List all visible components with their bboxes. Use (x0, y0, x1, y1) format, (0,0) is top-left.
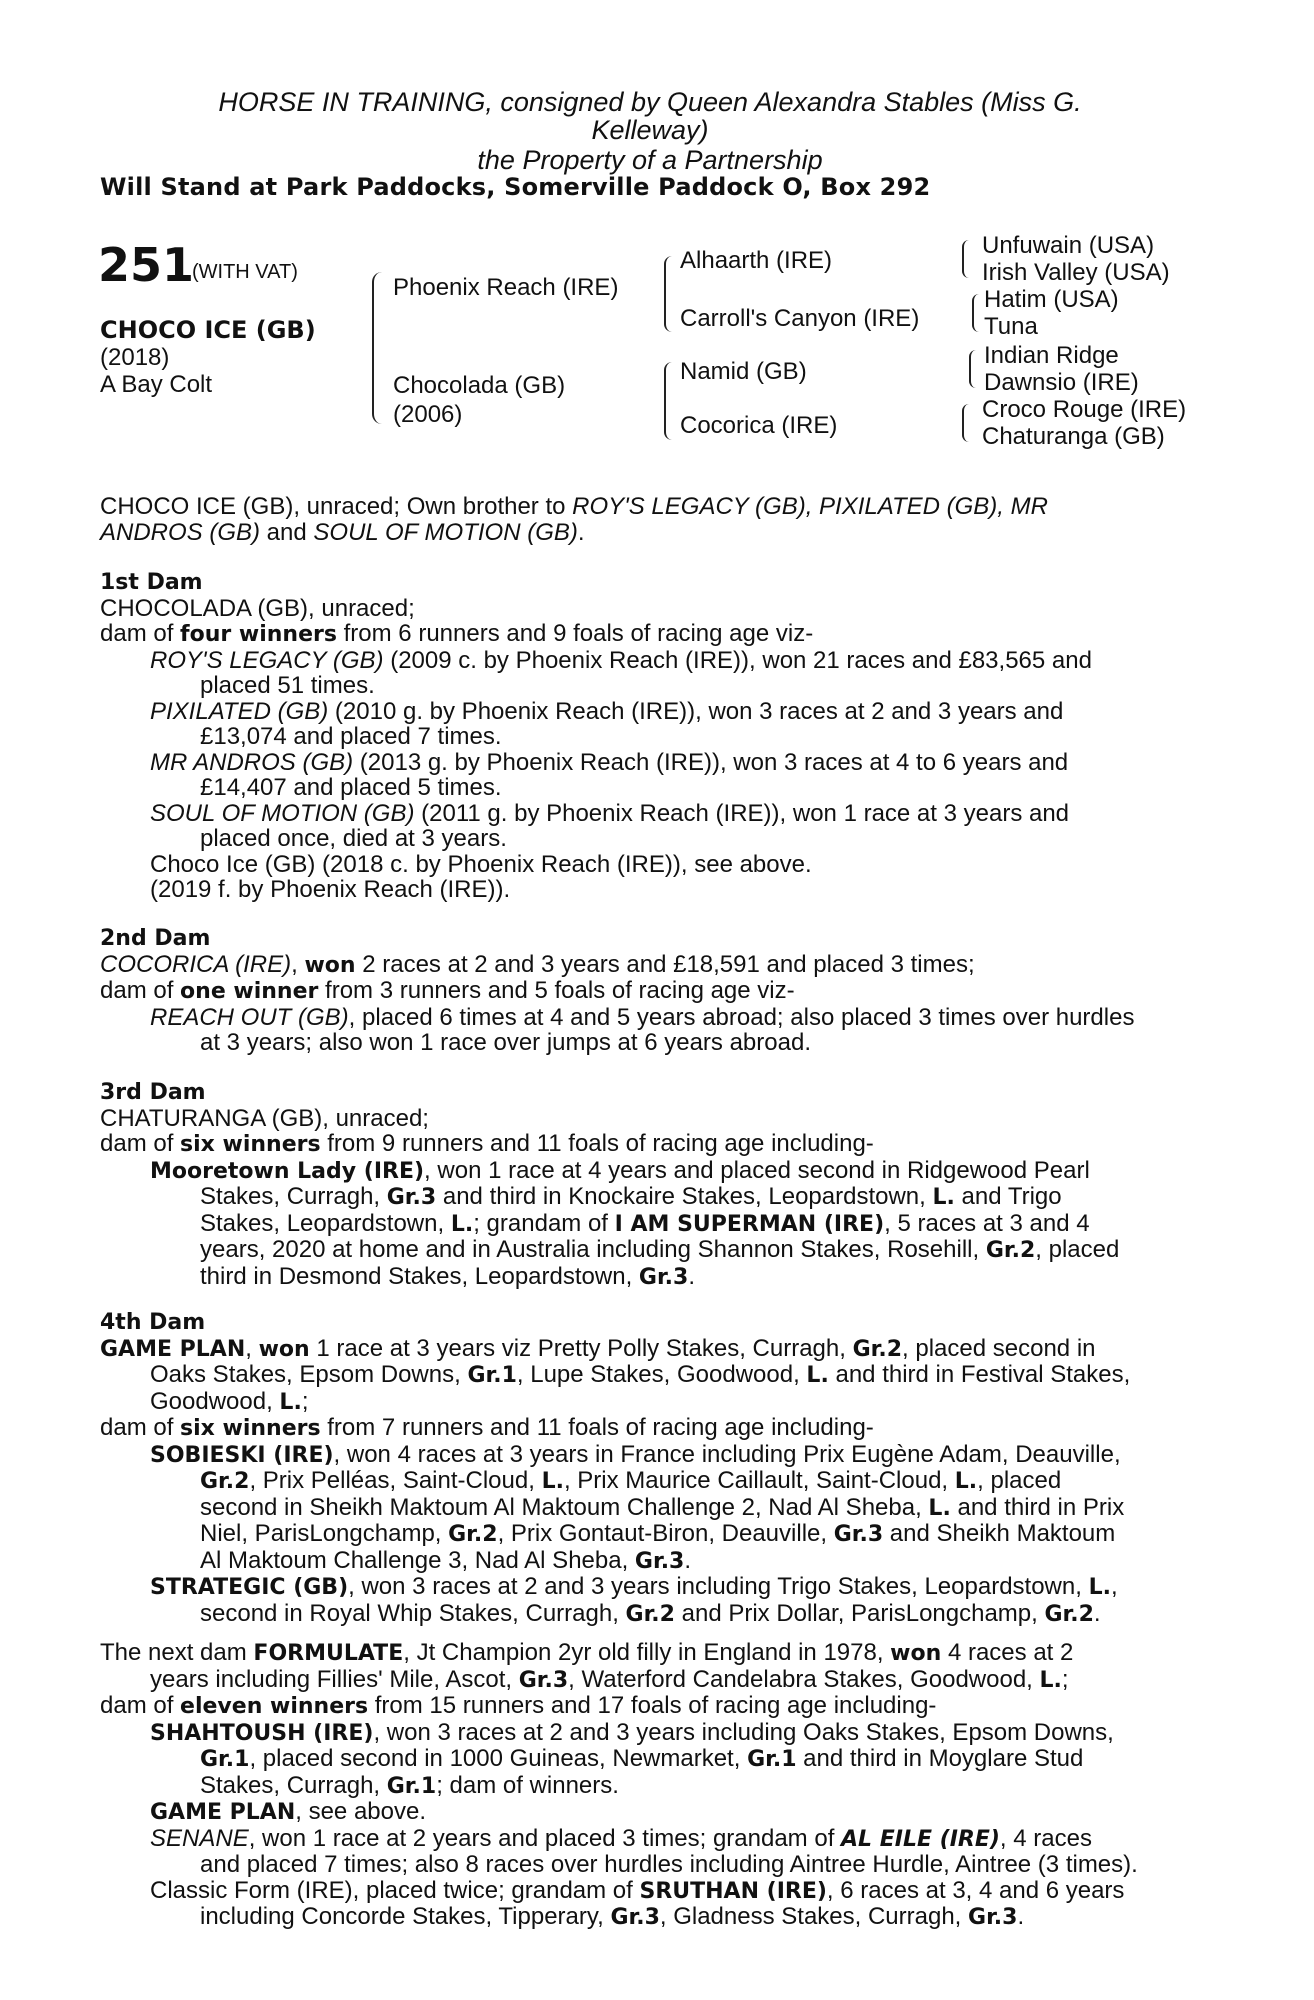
text-line (100, 1773, 1212, 1800)
pedigree-g3: Irish Valley (USA) (982, 259, 1170, 286)
next-dam-section (100, 1640, 1212, 1931)
text-segment: FORMULATE (253, 1641, 404, 1666)
text-segment: dam of (100, 1130, 181, 1157)
pedigree-g3: Croco Rouge (IRE) (982, 396, 1187, 423)
text-segment: , Prix Gontaut-Biron, Deauville, (497, 1520, 834, 1547)
text-line (100, 1548, 1212, 1575)
text-segment: and third in Festival Stakes, (828, 1361, 1131, 1388)
text-segment: , 5 races at 3 and 4 (884, 1209, 1090, 1237)
pedigree-g3: Unfuwain (USA) (982, 232, 1155, 259)
text-segment: one winner (180, 979, 319, 1004)
text-line (100, 621, 1212, 648)
text-segment: GAME PLAN (100, 1336, 246, 1362)
text-segment: including Concorde Stakes, Tipperary, (200, 1903, 611, 1930)
text-line (100, 1746, 1212, 1773)
horse-description: A Bay Colt (100, 371, 213, 398)
text-segment: Gr.2 (200, 1469, 250, 1494)
text-segment: , see above. (295, 1798, 427, 1825)
text-segment: won (304, 952, 356, 978)
text-segment: . (684, 1546, 692, 1574)
intro-paragraph (100, 494, 1212, 545)
consignor-line: HORSE IN TRAINING, consigned by Queen Alexandra Stables (Miss G. (218, 87, 1082, 117)
pedigree-brace (972, 294, 979, 332)
text-segment: Gr.3 (518, 1667, 569, 1693)
text-segment: from 9 runners and 11 foals of racing age including- (320, 1130, 874, 1157)
text-segment: , placed 6 times at 4 and 5 years abroad; also placed 3 times over hurdles (348, 1003, 1135, 1031)
text-line (100, 1442, 1212, 1469)
text-segment: placed 51 times. (200, 672, 375, 699)
text-segment: and Trigo (954, 1183, 1062, 1210)
text-segment: (2013 g. by Phoenix Reach (IRE)), won 3 races at 4 to 6 years and (353, 748, 1069, 776)
text-segment: Gr.1 (386, 1773, 437, 1799)
text-segment: £14,407 and placed 5 times. (200, 774, 502, 801)
text-segment: , won 3 races at 2 and 3 years including Trigo Stakes, Leopardstown, (348, 1573, 1089, 1600)
pedigree-brace (969, 350, 976, 388)
text-segment: years, 2020 at home and in Australia including Shannon Stakes, Rosehill, (200, 1236, 986, 1263)
second-dam-section (100, 926, 1212, 1056)
text-segment: , won 1 race at 4 years and placed second in Ridgewood Pearl (424, 1156, 1090, 1184)
text-segment: ROY'S LEGACY (GB) (150, 646, 384, 674)
text-segment: STRATEGIC (GB) (150, 1575, 349, 1600)
text-line (100, 1693, 1212, 1720)
text-segment: , Lupe Stakes, Goodwood, (516, 1361, 807, 1388)
text-segment: SHAHTOUSH (IRE) (150, 1720, 374, 1746)
text-line (100, 1495, 1212, 1522)
text-line (100, 1415, 1212, 1442)
text-segment: , Prix Pelléas, Saint-Cloud, (249, 1467, 542, 1494)
fourth-dam-section (100, 1310, 1212, 1627)
text-segment: Gr.1 (747, 1747, 797, 1772)
text-segment: MR ANDROS (GB) (150, 748, 354, 776)
text-segment: The next dam (100, 1639, 254, 1666)
text-segment: from 7 runners and 11 foals of racing age including- (320, 1414, 874, 1441)
text-segment: , (245, 1334, 259, 1362)
text-segment: ; (1061, 1665, 1069, 1693)
text-segment: , Waterford Candelabra Stakes, Goodwood, (568, 1665, 1040, 1693)
text-segment: 2 races at 2 and 3 years and £18,591 and placed 3 times; (355, 950, 975, 978)
text-segment: and placed 7 times; also 8 races over hurdles including Aintree Hurdle, Aintree (3 times). (200, 1851, 1138, 1878)
text-segment: Gr.2 (985, 1238, 1036, 1263)
section-heading: 4th Dam (100, 1310, 206, 1335)
text-segment: won (890, 1641, 942, 1666)
text-segment: Stakes, Leopardstown, (200, 1209, 451, 1237)
first-dam-section (100, 570, 1212, 903)
text-segment: , won 1 race at 2 years and placed 3 times; grandam of (248, 1824, 842, 1852)
text-segment: , 4 races (999, 1824, 1092, 1852)
text-line (100, 1826, 1212, 1853)
text-segment: at 3 years; also won 1 race over jumps at 6 years abroad. (200, 1029, 811, 1056)
pedigree-sire-dam: Carroll's Canyon (IRE) (680, 305, 920, 332)
text-line (100, 1720, 1212, 1747)
third-dam-section (100, 1080, 1212, 1290)
text-segment: , Prix Maurice Caillault, Saint-Cloud, (563, 1467, 955, 1494)
text-segment: Oaks Stakes, Epsom Downs, (150, 1361, 468, 1388)
text-segment: second in Sheikh Maktoum Al Maktoum Challenge 2, Nad Al Sheba, (200, 1493, 929, 1521)
text-segment: L. (928, 1495, 951, 1521)
text-line (100, 1574, 1212, 1601)
text-segment: . (577, 518, 585, 546)
pedigree-dam: Chocolada (GB) (393, 372, 566, 399)
section-heading: 2nd Dam (100, 926, 211, 951)
text-segment: Gr.3 (634, 1548, 685, 1574)
pedigree-brace (962, 240, 969, 278)
text-line (100, 1468, 1212, 1495)
text-segment: (2010 g. by Phoenix Reach (IRE)), won 3 races at 2 and 3 years and (328, 697, 1064, 725)
pedigree-g3: Dawnsio (IRE) (984, 369, 1139, 396)
text-line (100, 1158, 1212, 1185)
text-segment: dam of (100, 620, 181, 647)
text-line (100, 1264, 1212, 1291)
text-segment: L. (1088, 1575, 1111, 1600)
text-segment: and third in Prix (950, 1493, 1125, 1521)
pedigree-brace (372, 272, 382, 424)
text-segment: and third in Knockaire Stakes, Leopardstown, (436, 1183, 933, 1210)
text-segment: Stakes, Curragh, (200, 1183, 387, 1210)
text-segment: Gr.3 (968, 1905, 1018, 1930)
text-segment: AL EILE (IRE) (841, 1826, 1000, 1852)
text-segment: , placed second in (902, 1334, 1096, 1362)
text-segment: Mooretown Lady (IRE) (150, 1158, 425, 1184)
text-line (100, 1878, 1212, 1905)
text-segment: £13,074 and placed 7 times. (200, 723, 502, 750)
text-segment: (2011 g. by Phoenix Reach (IRE)), won 1 race at 3 years and (414, 799, 1070, 827)
text-segment: eleven winners (180, 1694, 369, 1719)
vat-note: (WITH VAT) (192, 261, 298, 283)
property-line: the Property of a Partnership (477, 145, 823, 175)
text-line (100, 1904, 1212, 1931)
text-segment: L. (932, 1185, 955, 1210)
text-segment: Choco Ice (GB) (2018 c. by Phoenix Reach (IRE)), see above. (150, 850, 812, 878)
text-segment: ROY'S LEGACY (GB), PIXILATED (GB), MR (572, 493, 1048, 520)
text-segment: second in Royal Whip Stakes, Curragh, (200, 1599, 626, 1627)
text-segment: , placed second in 1000 Guineas, Newmarket, (249, 1745, 748, 1772)
horse-name: CHOCO ICE (GB) (100, 316, 316, 344)
text-segment: L. (954, 1469, 978, 1494)
text-segment: dam of (100, 1414, 181, 1441)
text-segment: six winners (180, 1132, 321, 1157)
text-line (100, 1131, 1212, 1158)
text-segment: Gr.1 (467, 1363, 517, 1388)
text-line (100, 1237, 1212, 1264)
text-segment: . (1093, 1599, 1101, 1627)
text-segment: L. (541, 1469, 564, 1494)
text-segment: REACH OUT (GB) (150, 1003, 349, 1031)
section-heading: 1st Dam (100, 570, 203, 595)
text-segment: ; grandam of (473, 1209, 615, 1237)
text-line (100, 699, 1212, 725)
text-segment: (2009 c. by Phoenix Reach (IRE)), won 21 races and £83,565 and (383, 646, 1092, 674)
text-segment: (2019 f. by Phoenix Reach (IRE)). (150, 876, 511, 903)
section-heading: 3rd Dam (100, 1080, 206, 1105)
text-segment: from 15 runners and 17 foals of racing age including- (368, 1692, 937, 1719)
text-segment: I AM SUPERMAN (IRE) (614, 1211, 885, 1237)
text-line (100, 1799, 1212, 1826)
text-line (100, 1389, 1212, 1416)
text-line (100, 1640, 1212, 1667)
pedigree-sire: Phoenix Reach (IRE) (393, 274, 619, 301)
text-segment: SRUTHAN (IRE) (639, 1878, 827, 1904)
pedigree-g3: Chaturanga (GB) (982, 423, 1165, 450)
text-segment: Niel, ParisLongchamp, (200, 1520, 449, 1547)
text-segment: , Gladness Stakes, Curragh, (659, 1903, 969, 1930)
text-segment: . (1017, 1903, 1025, 1930)
text-segment: 1 race at 3 years viz Pretty Polly Stakes, Curragh, (309, 1334, 853, 1362)
text-segment: Goodwood, (150, 1387, 280, 1415)
text-line (100, 1336, 1212, 1363)
text-segment: dam of (100, 1692, 181, 1719)
text-segment: SOUL OF MOTION (GB) (150, 799, 415, 827)
pedigree-sire-sire: Alhaarth (IRE) (680, 247, 833, 274)
text-segment: L. (1039, 1667, 1062, 1693)
text-segment: won (258, 1336, 310, 1362)
text-line (100, 494, 1212, 520)
text-segment: PIXILATED (GB) (150, 697, 329, 725)
text-segment: CHOCOLADA (GB), unraced; (100, 594, 415, 622)
text-segment: and (260, 518, 314, 546)
text-segment: Gr.3 (386, 1185, 437, 1210)
text-segment: , won 4 races at 3 years in France including Prix Eugène Adam, Deauville, (333, 1440, 1121, 1468)
text-segment: Stakes, Curragh, (200, 1771, 387, 1799)
text-segment: SENANE (150, 1824, 249, 1852)
text-segment: L. (806, 1363, 829, 1388)
consignor-line-cont: Kelleway) (591, 115, 709, 145)
pedigree-dam-sire: Namid (GB) (680, 358, 807, 385)
text-segment: GAME PLAN (150, 1800, 296, 1825)
lot-number: 251 (98, 238, 195, 292)
text-segment: Classic Form (IRE), placed twice; grandam of (150, 1876, 640, 1904)
text-segment: Gr.3 (638, 1264, 689, 1290)
text-segment: . (688, 1262, 696, 1290)
text-segment: , (1110, 1573, 1118, 1600)
foaling-year: (2018) (100, 344, 170, 371)
text-segment: COCORICA (IRE) (100, 950, 292, 978)
text-segment: third in Desmond Stakes, Leopardstown, (200, 1262, 639, 1290)
text-segment: placed once, died at 3 years. (200, 825, 507, 852)
pedigree-g3: Tuna (984, 313, 1038, 340)
text-segment: and third in Moyglare Stud (796, 1745, 1084, 1772)
text-segment: , Jt Champion 2yr old filly in England in 1978, (403, 1639, 891, 1666)
text-segment: Al Maktoum Challenge 3, Nad Al Sheba, (200, 1546, 635, 1574)
text-segment: L. (450, 1211, 474, 1237)
text-segment: dam of (100, 977, 181, 1004)
text-segment: Gr.1 (200, 1747, 250, 1772)
text-line (100, 750, 1212, 776)
text-line (100, 1005, 1212, 1031)
text-line (100, 952, 1212, 979)
pedigree-brace (664, 362, 672, 440)
text-segment: Gr.2 (852, 1336, 903, 1362)
text-segment: SOBIESKI (IRE) (150, 1442, 334, 1468)
text-segment: and Sheikh Maktoum (883, 1520, 1116, 1547)
text-segment: CHATURANGA (GB), unraced; (100, 1104, 429, 1132)
text-line (100, 1362, 1212, 1389)
text-segment: , 6 races at 3, 4 and 6 years (826, 1876, 1125, 1904)
text-line (100, 1601, 1212, 1628)
text-line (100, 1184, 1212, 1211)
pedigree-g3: Hatim (USA) (984, 286, 1119, 313)
text-line (100, 978, 1212, 1005)
text-segment: Gr.3 (833, 1522, 884, 1547)
pedigree-dam-dam: Cocorica (IRE) (680, 412, 838, 439)
text-segment: CHOCO ICE (GB), unraced; Own brother to (100, 493, 573, 520)
text-segment: ANDROS (GB) (100, 518, 261, 546)
text-segment: six winners (180, 1416, 321, 1441)
text-line (100, 1667, 1212, 1694)
text-line (100, 1521, 1212, 1548)
text-segment: from 6 runners and 9 foals of racing age viz- (336, 620, 814, 647)
text-segment: Gr.2 (448, 1522, 498, 1547)
text-line (100, 520, 1212, 546)
pedigree-brace (962, 404, 969, 442)
text-segment: , placed (977, 1467, 1062, 1494)
text-segment: L. (279, 1389, 302, 1415)
text-segment: and Prix Dollar, ParisLongchamp, (674, 1599, 1045, 1627)
text-line (100, 648, 1212, 674)
text-segment: Gr.2 (1044, 1601, 1094, 1627)
stand-location: Will Stand at Park Paddocks, Somerville Paddock O, Box 292 (100, 173, 931, 201)
text-segment: , (291, 950, 305, 978)
text-segment: Gr.2 (625, 1601, 675, 1627)
pedigree-g3: Indian Ridge (984, 342, 1119, 369)
text-segment: 4 races at 2 (941, 1639, 1074, 1666)
text-segment: ; dam of winners. (436, 1771, 619, 1799)
text-line (100, 801, 1212, 827)
text-segment: , placed (1035, 1236, 1120, 1263)
text-segment: years including Fillies' Mile, Ascot, (150, 1665, 519, 1693)
text-segment: SOUL OF MOTION (GB) (313, 518, 578, 546)
pedigree-dam-year: (2006) (393, 401, 463, 428)
text-segment: ; (301, 1387, 309, 1415)
text-segment: four winners (180, 622, 337, 647)
text-segment: , won 3 races at 2 and 3 years including Oaks Stakes, Epsom Downs, (373, 1718, 1114, 1746)
pedigree-brace (664, 256, 672, 332)
text-line (100, 1211, 1212, 1238)
text-segment: from 3 runners and 5 foals of racing age viz- (318, 977, 795, 1004)
text-segment: Gr.3 (610, 1905, 660, 1930)
